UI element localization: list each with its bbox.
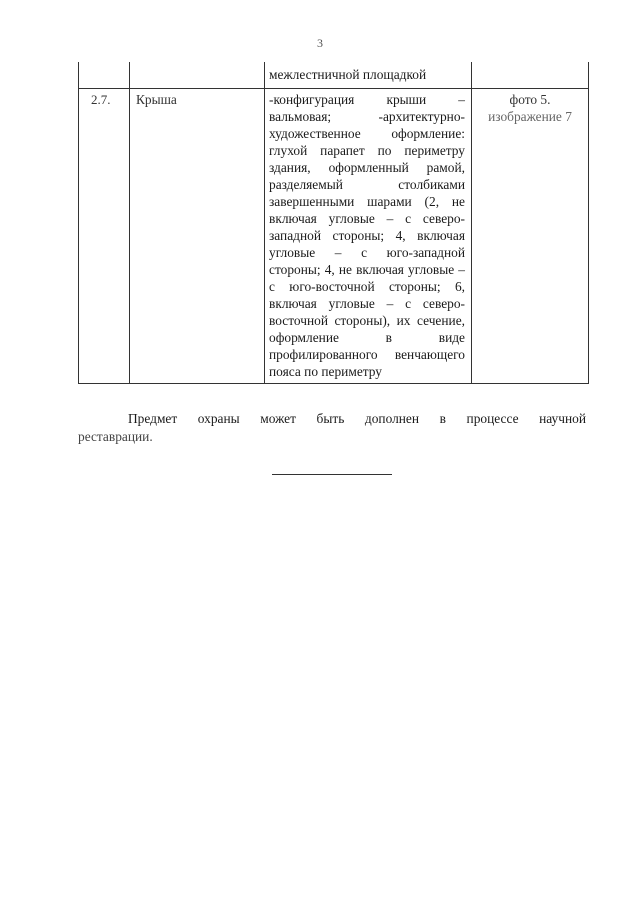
cell-description	[265, 89, 472, 384]
cell-object	[130, 89, 265, 384]
protection-subject-table	[78, 62, 589, 384]
paragraph-word: охраны	[197, 411, 240, 426]
cell-number	[79, 89, 130, 384]
row-description: -конфигурация крыши – вальмовая; -архитектурно-художественное оформление: глухой парапет по периметру здания, оформленный рамой, разделяемый столбиками завершенными шарами (2, не включая угловые – с северо-западной стороны; 4, включая угловые – с юго-западной стороны; 4, не включая угловые – с юго-восточной стороны; 6, включая угловые – с северо-восточной стороны), их сечение, оформление в виде профилированного венчающего пояса по периметру	[269, 92, 465, 379]
row-number: 2.7.	[91, 92, 111, 107]
cell-number-empty	[79, 62, 130, 89]
closing-paragraph	[78, 410, 586, 446]
row-object: Крыша	[136, 92, 177, 107]
paragraph-word: научной	[539, 411, 586, 426]
cell-photo	[472, 89, 589, 384]
continuation-text: межлестничной площадкой	[269, 67, 427, 82]
table-row-continuation	[79, 62, 589, 89]
page-number: 3	[317, 36, 323, 50]
paragraph-word: может	[260, 411, 296, 426]
paragraph-word: Предмет	[128, 411, 178, 426]
cell-photo-empty	[472, 62, 589, 89]
end-of-document-rule	[272, 474, 392, 475]
table-row	[79, 89, 589, 384]
paragraph-word: дополнен	[364, 411, 420, 426]
paragraph-word: быть	[316, 411, 345, 426]
cell-object-empty	[130, 62, 265, 89]
row-photo-reference	[472, 89, 588, 125]
photo-ref-line2: изображение 7	[488, 109, 572, 124]
photo-ref-line1: фото 5.	[509, 92, 551, 107]
cell-continuation-text	[265, 62, 472, 89]
paragraph-word: в	[439, 411, 446, 426]
paragraph-word: процессе	[466, 411, 519, 426]
paragraph-line-1	[78, 410, 586, 428]
paragraph-line-2: реставрации.	[78, 429, 153, 444]
